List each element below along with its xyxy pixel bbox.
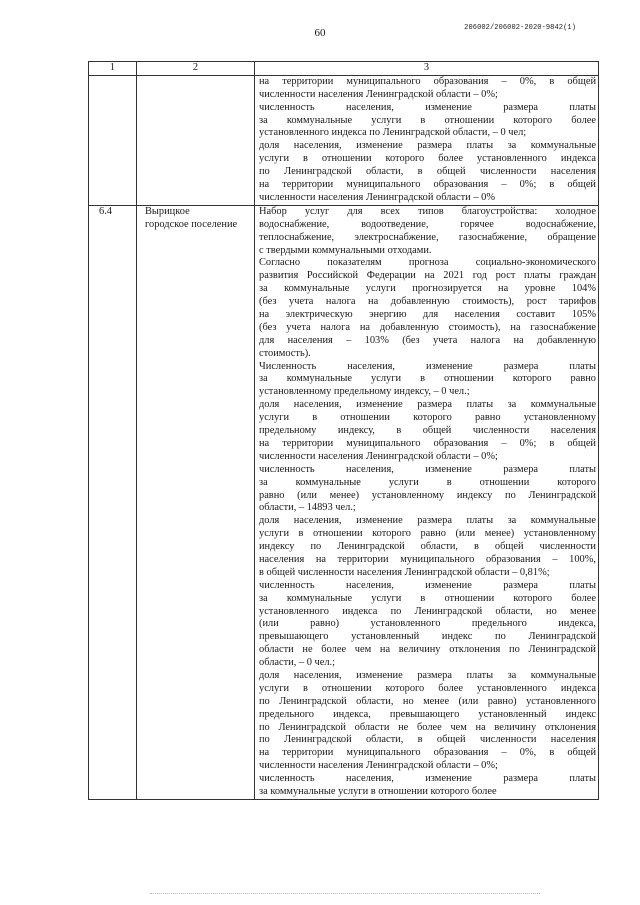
text-line: за коммунальные услуги в отношении которого: [259, 476, 596, 488]
text-line: на территории муниципального образования – 0%; в общей: [259, 437, 596, 449]
text-line: развития Российской Федерации на 2021 год рост платы граждан: [259, 270, 596, 282]
text-line: на территории муниципального образования – 0%, в общей: [259, 747, 596, 759]
text-line: по Ленинградской области, но менее (или равно) установленного: [259, 695, 596, 707]
text-line: доля населения, изменение размера платы за коммунальные: [259, 670, 596, 682]
text-line: Набор услуг для всех типов благоустройства: холодное: [259, 205, 596, 217]
text-line: (или равно) установленного предельного индекса,: [259, 618, 596, 630]
text-line: численности населения Ленинградской области – 0%;: [259, 450, 498, 462]
text-line: доля населения, изменение размера платы за коммунальные: [259, 140, 596, 152]
settlement-name-line: Вырицкое: [145, 205, 190, 217]
text-line: численности населения Ленинградской области – 0%: [259, 191, 495, 203]
settlement-name-line: городское поселение: [145, 218, 238, 230]
column-header-1: 1: [89, 62, 137, 76]
text-line: теплоснабжение, электроснабжение, газоснабжение, обращение: [259, 231, 596, 243]
text-line: численность населения, изменение размера платы: [259, 101, 596, 113]
text-line: стоимость).: [259, 347, 311, 359]
text-line: доля населения, изменение размера платы за коммунальные: [259, 515, 596, 527]
text-line: за коммунальные услуги в отношении которого более: [259, 786, 497, 798]
text-line: численность населения, изменение размера платы: [259, 579, 596, 591]
text-line: Численность населения, изменение размера платы: [259, 360, 596, 372]
text-line: установленного индекса по Ленинградской области, но менее: [259, 605, 596, 617]
row-number-cell: 6.4: [89, 205, 137, 799]
text-line: области, – 14893 чел.;: [259, 502, 356, 514]
text-line: доля населения, изменение размера платы за коммунальные: [259, 399, 596, 411]
text-line: численность населения, изменение размера платы: [259, 773, 596, 785]
text-line: равно (или менее) установленному индексу по Ленинградской: [259, 489, 596, 501]
text-line: в общей численности населения Ленинградской области – 0,81%;: [259, 566, 550, 578]
text-line: услуги в отношении которого равно установленному: [259, 412, 596, 424]
text-line: установленного индекса по Ленинградской области, – 0 чел;: [259, 127, 527, 139]
text-line: по Ленинградской области, в общей численности населения: [259, 734, 596, 746]
text-line: для населения – 103% (без учета налога на добавленную: [259, 334, 596, 346]
text-line: численности населения Ленинградской области – 0%;: [259, 88, 498, 100]
text-line: превышающего установленный индекс по Ленинградской: [259, 631, 596, 643]
row-description-cell: [255, 75, 599, 205]
page-bottom-edge: [150, 893, 540, 894]
table-row-continued: [89, 75, 599, 205]
text-line: (без учета налога на добавленную стоимость), рост тарифов: [259, 296, 596, 308]
row-name-cell: [137, 75, 255, 205]
text-line: области, – 0 чел.;: [259, 657, 336, 669]
table-row-6-4: [89, 205, 599, 799]
text-line: по Ленинградской области, в общей численности населения: [259, 166, 596, 178]
text-line: Согласно показателям прогноза социально-экономического: [259, 257, 596, 269]
text-line: (без учета налога на добавленную стоимость), на газоснабжение: [259, 321, 596, 333]
document-reference-number: 206002/206002-2020-9842(1): [464, 24, 576, 32]
page-number: 60: [314, 27, 326, 39]
text-line: на электрическую энергию для населения составит 105%: [259, 309, 596, 320]
text-line: предельному индексу, в общей численности населения: [259, 425, 596, 437]
text-line: численность населения, изменение размера платы: [259, 463, 596, 475]
text-line: индексу по Ленинградской области, в общей численности: [259, 541, 596, 553]
row-name-cell: [137, 205, 255, 799]
text-line: за коммунальные услуги прогнозируется на уровне 104%: [259, 283, 596, 295]
row-description-cell: [255, 205, 599, 799]
text-line: услуги в отношении которого равно (или менее) установленному: [259, 528, 596, 540]
text-line: установленному предельному индексу, – 0 чел.;: [259, 386, 470, 398]
row-number-cell: [89, 75, 137, 205]
text-line: области не более чем на величину отклонения по Ленинградской: [259, 644, 596, 656]
text-line: за коммунальные услуги в отношении которого более: [259, 592, 596, 604]
text-line: с твердыми коммунальными отходами.: [259, 244, 432, 256]
column-header-3: 3: [255, 62, 599, 76]
text-line: по Ленинградской области не более чем на величину отклонения: [259, 721, 596, 733]
text-line: населения на территории муниципального образования – 100%,: [259, 553, 596, 565]
text-line: на территории муниципального образования – 0%, в общей: [259, 75, 596, 87]
text-line: на территории муниципального образования – 0%; в общей: [259, 179, 596, 191]
table-header-row: [89, 62, 599, 76]
text-line: водоснабжение, водоотведение, горячее водоснабжение,: [259, 218, 596, 230]
text-line: услуги в отношении которого более установленного индекса: [259, 153, 596, 165]
text-line: за коммунальные услуги в отношении которого равно: [259, 373, 596, 385]
text-line: численности населения Ленинградской области – 0%;: [259, 760, 498, 772]
column-header-2: 2: [137, 62, 255, 76]
text-line: услуги в отношении которого более установленного индекса: [259, 682, 596, 694]
text-line: предельного индекса, превышающего установленный индекс: [259, 708, 596, 720]
document-table: [88, 61, 599, 800]
text-line: за коммунальные услуги в отношении которого более: [259, 114, 596, 126]
